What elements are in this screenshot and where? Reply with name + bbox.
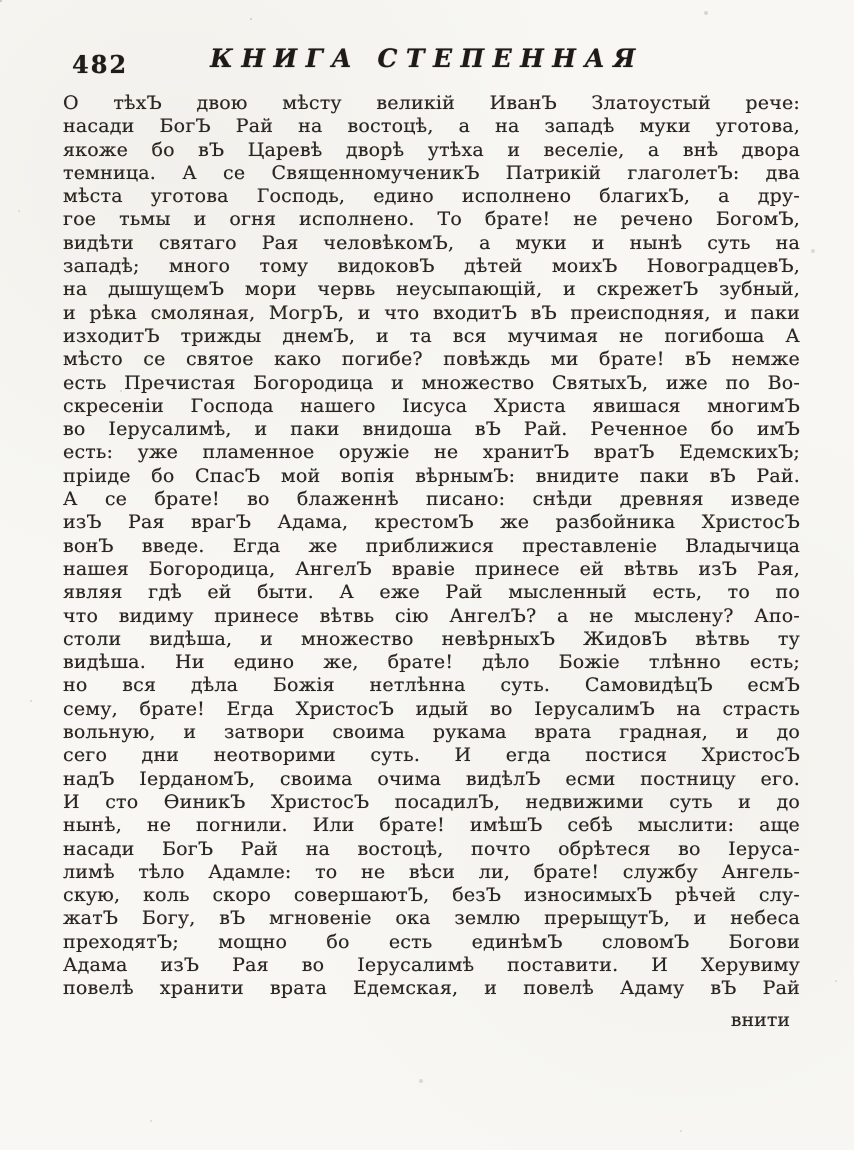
scan-noise-specks xyxy=(0,0,2,2)
text-line: жатЪ Богу, вЪ мгновеніе ока землю прерыщутЪ, и небеса xyxy=(63,907,800,930)
text-line: сего дни неотворими суть. И егда постися ХристосЪ xyxy=(63,744,800,767)
text-line: мѣста уготова Господь, едино исполнено благихЪ, а дру- xyxy=(63,185,800,208)
text-line: насади БогЪ Рай на востоцѣ, а на западѣ муки уготова, xyxy=(63,115,800,138)
running-head xyxy=(0,44,854,84)
text-line: пріиде бо СпасЪ мой вопія вѣрнымЪ: внидите паки вЪ Рай. xyxy=(63,464,800,487)
text-line: надЪ ІерданомЪ, своима очима видѣлЪ есми постницу его. xyxy=(63,767,800,790)
text-line: скресеніи Господа нашего Іисуса Христа явишася многимЪ xyxy=(63,394,800,417)
text-line: что видиму принесе вѣтвь сію АнгелЪ? а не мыслену? Апо- xyxy=(63,604,800,627)
page-number: 482 xyxy=(72,50,129,79)
text-line: являя гдѣ ей быти. А еже Рай мысленный есть, то по xyxy=(63,581,800,604)
text-line: мѣсто се святое како погибе? повѣждь ми брате! вЪ немже xyxy=(63,348,800,371)
text-line: скую, коль скоро совершаютЪ, безЪ износимыхЪ рѣчей слу- xyxy=(63,884,800,907)
text-line: изходитЪ трижды днемЪ, и та вся мучимая не погибоша А xyxy=(63,324,800,347)
text-line: повелѣ хранити врата Едемская, и повелѣ Адаму вЪ Рай xyxy=(63,977,800,1000)
text-line: видѣти святаго Рая человѣкомЪ, а муки и нынѣ суть на xyxy=(63,231,800,254)
text-line: Адама изЪ Рая во Іерусалимѣ поставити. И Херувиму xyxy=(63,953,800,976)
text-line: но вся дѣла Божія нетлѣнна суть. СамовидѣцЪ есмЪ xyxy=(63,674,800,697)
catchword: внити xyxy=(730,1008,790,1031)
text-line: западѣ; много тому видоковЪ дѣтей моихЪ НовоградцевЪ, xyxy=(63,255,800,278)
text-line: на дышущемЪ мори червь неусыпающій, и скрежетЪ зубный, xyxy=(63,278,800,301)
running-title: КНИГА СТЕПЕННАЯ xyxy=(210,44,644,73)
text-line: нынѣ, не погнили. Или брате! имѣшЪ себѣ мыслити: аще xyxy=(63,814,800,837)
text-line: вонЪ введе. Егда же приближися преставленіе Владычица xyxy=(63,534,800,557)
text-line: есть Пречистая Богородица и множество СвятыхЪ, иже по Во- xyxy=(63,371,800,394)
text-line: столи видѣша, и множество невѣрныхЪ ЖидовЪ вѣтвь ту xyxy=(63,627,800,650)
text-line: изЪ Рая врагЪ Адама, крестомЪ же разбойника ХристосЪ xyxy=(63,511,800,534)
text-line: есть: уже пламенное оружіе не хранитЪ вратЪ ЕдемскихЪ; xyxy=(63,441,800,464)
text-line: преходятЪ; мощно бо есть единѣмЪ словомЪ Богови xyxy=(63,930,800,953)
text-line: вольную, и затвори своима рукама врата градная, и до xyxy=(63,721,800,744)
text-line: И сто ѲиникЪ ХристосЪ посадилЪ, недвижими суть и до xyxy=(63,790,800,813)
main-text-block xyxy=(63,92,800,1032)
text-line: видѣша. Ни едино же, брате! дѣло Божіе тлѣнно есть; xyxy=(63,651,800,674)
text-line: гое тьмы и огня исполнено. То брате! не речено БогомЪ, xyxy=(63,208,800,231)
text-line: насади БогЪ Рай на востоцѣ, почто обрѣтеся во Іеруса- xyxy=(63,837,800,860)
text-line: А се брате! во блаженнѣ писано: снѣди древняя изведе xyxy=(63,488,800,511)
text-line: темница. А се СвященномученикЪ Патрикій глаголетЪ: два xyxy=(63,161,800,184)
text-line: нашея Богородица, АнгелЪ вравіе принесе ей вѣтвь изЪ Рая, xyxy=(63,557,800,580)
text-line: якоже бо вЪ Царевѣ дворѣ утѣха и веселіе, а внѣ двора xyxy=(63,138,800,161)
text-line: лимѣ тѣло Адамле: то не вѣси ли, брате! службу Ангель- xyxy=(63,860,800,883)
text-line: О тѣхЪ двою мѣсту великій ИванЪ Златоустый рече: xyxy=(63,92,800,114)
text-line: сему, брате! Егда ХристосЪ идый во ІерусалимЪ на страсть xyxy=(63,697,800,720)
text-line: во Іерусалимѣ, и паки внидоша вЪ Рай. Реченное бо имЪ xyxy=(63,418,800,441)
text-line: и рѣка смоляная, МогрЪ, и что входитЪ вЪ преисподняя, и паки xyxy=(63,301,800,324)
